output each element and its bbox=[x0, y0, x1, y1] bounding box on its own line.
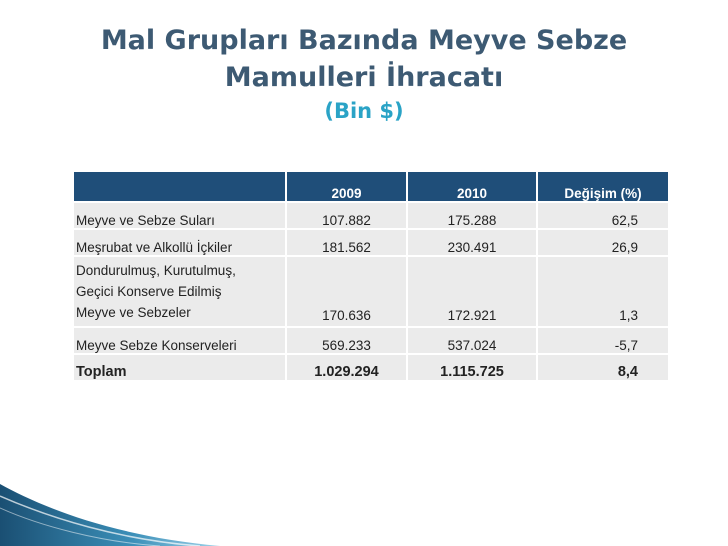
value-change: 62,5 bbox=[537, 202, 668, 229]
table-total-row bbox=[74, 354, 668, 380]
table-row bbox=[74, 256, 668, 327]
row-label-line: Meyve ve Sebzeler bbox=[76, 305, 191, 320]
header-2010: 2010 bbox=[407, 172, 537, 202]
value-2010: 537.024 bbox=[407, 327, 537, 354]
header-2009: 2009 bbox=[286, 172, 407, 202]
value-2010: 230.491 bbox=[407, 229, 537, 256]
value-change: 8,4 bbox=[537, 354, 668, 380]
table-row bbox=[74, 327, 668, 354]
value-change: 1,3 bbox=[537, 256, 668, 327]
value-2009: 569.233 bbox=[286, 327, 407, 354]
title-unit: (Bin $) bbox=[324, 99, 404, 123]
table-header-row bbox=[74, 172, 668, 202]
title-line-2: Mamulleri İhracatı bbox=[224, 62, 504, 93]
row-label-line: Dondurulmuş, Kurutulmuş, bbox=[76, 263, 236, 278]
row-label: Meyve ve Sebze Suları bbox=[74, 202, 286, 229]
value-2010: 172.921 bbox=[407, 256, 537, 327]
table-row bbox=[74, 202, 668, 229]
value-2009: 107.882 bbox=[286, 202, 407, 229]
value-2009: 170.636 bbox=[286, 256, 407, 327]
export-table bbox=[74, 172, 668, 380]
title-line-1: Mal Grupları Bazında Meyve Sebze bbox=[100, 25, 628, 56]
row-label: Toplam bbox=[74, 354, 286, 380]
slide-title bbox=[0, 22, 728, 126]
decorative-swoosh bbox=[0, 456, 220, 546]
value-2010: 175.288 bbox=[407, 202, 537, 229]
value-2009: 1.029.294 bbox=[286, 354, 407, 380]
header-category bbox=[74, 172, 286, 202]
row-label-line: Geçici Konserve Edilmiş bbox=[76, 284, 222, 299]
value-change: 26,9 bbox=[537, 229, 668, 256]
table-row bbox=[74, 229, 668, 256]
row-label: Meşrubat ve Alkollü İçkiler bbox=[74, 229, 286, 256]
header-change: Değişim (%) bbox=[537, 172, 668, 202]
value-2010: 1.115.725 bbox=[407, 354, 537, 380]
row-label bbox=[74, 256, 286, 327]
row-label: Meyve Sebze Konserveleri bbox=[74, 327, 286, 354]
value-change: -5,7 bbox=[537, 327, 668, 354]
value-2009: 181.562 bbox=[286, 229, 407, 256]
